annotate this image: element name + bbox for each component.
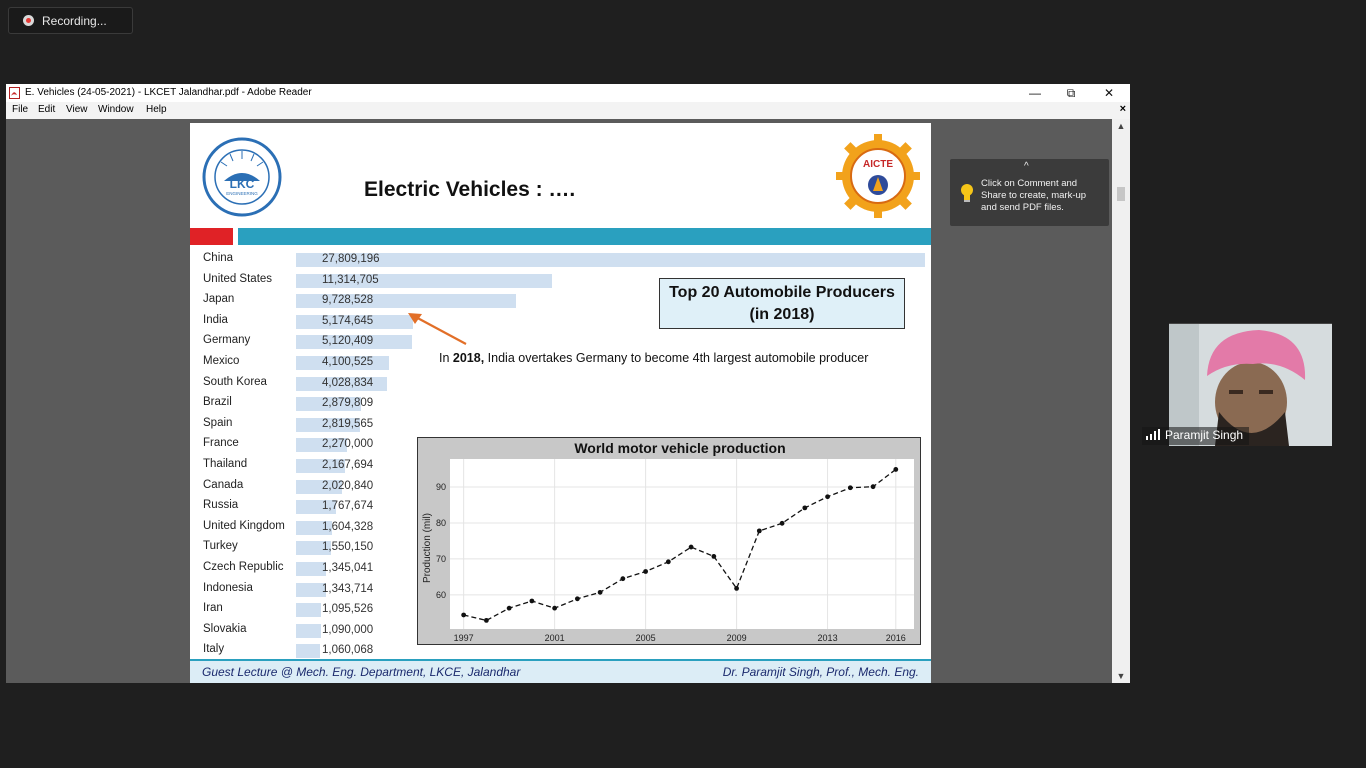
production-value: 27,809,196 bbox=[322, 253, 380, 265]
lkc-logo bbox=[202, 137, 282, 217]
country-label: Thailand bbox=[203, 458, 248, 470]
footer-left: Guest Lecture @ Mech. Eng. Department, LKCE, Jalandhar bbox=[202, 665, 521, 679]
country-label: Slovakia bbox=[203, 622, 247, 635]
data-point bbox=[620, 576, 625, 581]
country-label: Iran bbox=[203, 602, 223, 615]
country-label: Germany bbox=[203, 334, 251, 347]
scroll-down-icon[interactable]: ▼ bbox=[1116, 671, 1126, 681]
data-point bbox=[893, 467, 898, 472]
menu-window[interactable]: Window bbox=[98, 104, 134, 115]
country-label: Mexico bbox=[203, 355, 240, 367]
data-point bbox=[734, 586, 739, 591]
country-label: Italy bbox=[203, 643, 225, 656]
india-note bbox=[439, 351, 868, 365]
aicte-logo-text: AICTE bbox=[863, 159, 893, 170]
restore-button[interactable]: ⧉ bbox=[1066, 86, 1076, 100]
country-label: China bbox=[203, 252, 234, 264]
note-year: 2018, bbox=[452, 351, 485, 365]
data-point bbox=[484, 618, 489, 623]
production-value: 1,767,674 bbox=[322, 500, 374, 513]
top-box-line2: (in 2018) bbox=[749, 306, 815, 323]
menu-view[interactable]: View bbox=[66, 104, 88, 115]
producer-bar bbox=[296, 644, 320, 658]
note-pre: In bbox=[439, 351, 453, 365]
country-label: United Kingdom bbox=[203, 519, 285, 532]
pdf-icon bbox=[9, 87, 20, 99]
production-value: 5,120,409 bbox=[322, 335, 374, 348]
data-point bbox=[711, 554, 716, 559]
scroll-up-icon[interactable]: ▲ bbox=[1116, 121, 1126, 131]
close-button[interactable]: ✕ bbox=[1103, 86, 1115, 100]
country-label: Japan bbox=[203, 293, 235, 306]
data-point bbox=[507, 606, 512, 611]
production-value: 1,550,150 bbox=[322, 541, 374, 554]
pdf-page bbox=[190, 123, 931, 683]
minimize-button[interactable]: — bbox=[1029, 86, 1041, 100]
header-accent-red bbox=[190, 228, 233, 245]
header-accent-teal bbox=[238, 228, 931, 245]
production-value: 2,819,565 bbox=[322, 417, 374, 430]
data-point bbox=[461, 613, 466, 618]
production-value: 5,174,645 bbox=[322, 314, 374, 327]
window-title: E. Vehicles (24-05-2021) - LKCET Jalandhar.pdf - Adobe Reader bbox=[25, 87, 312, 98]
plot-area bbox=[450, 459, 914, 629]
country-label: Turkey bbox=[203, 540, 238, 553]
production-value: 2,879,809 bbox=[322, 397, 374, 410]
title-bar bbox=[6, 84, 1130, 102]
producer-bar bbox=[296, 603, 321, 617]
menu-bar bbox=[6, 102, 1130, 119]
note-post: India overtakes Germany to become 4th largest automobile producer bbox=[484, 351, 869, 365]
signal-icon bbox=[1146, 429, 1160, 440]
x-tick-label: 2013 bbox=[817, 633, 838, 643]
menu-help[interactable]: Help bbox=[146, 104, 167, 115]
country-label: Brazil bbox=[203, 396, 232, 409]
share-tooltip[interactable] bbox=[950, 159, 1109, 226]
country-label: France bbox=[203, 437, 239, 450]
production-value: 11,314,705 bbox=[322, 273, 379, 286]
data-point bbox=[529, 599, 534, 604]
production-value: 4,100,525 bbox=[322, 356, 374, 368]
production-value: 1,090,000 bbox=[322, 623, 374, 636]
country-label: Czech Republic bbox=[203, 561, 284, 573]
chart-title: World motor vehicle production bbox=[574, 440, 786, 456]
close-document-button[interactable]: × bbox=[1119, 103, 1126, 115]
production-value: 2,167,694 bbox=[322, 459, 374, 471]
footer-right: Dr. Paramjit Singh, Prof., Mech. Eng. bbox=[722, 665, 919, 679]
country-label: Spain bbox=[203, 416, 233, 429]
reader-window bbox=[6, 84, 1130, 683]
x-tick-label: 2016 bbox=[885, 633, 906, 643]
aicte-logo bbox=[835, 133, 921, 219]
x-tick-label: 2009 bbox=[726, 633, 747, 643]
menu-edit[interactable]: Edit bbox=[38, 104, 56, 115]
data-point bbox=[825, 494, 830, 499]
world-production-chart bbox=[417, 437, 921, 645]
y-tick-label: 90 bbox=[435, 482, 446, 493]
data-point bbox=[643, 569, 648, 574]
production-value: 2,270,000 bbox=[322, 438, 374, 451]
slide-footer bbox=[190, 659, 931, 683]
x-tick-label: 2001 bbox=[544, 633, 565, 643]
production-value: 1,345,041 bbox=[322, 562, 374, 574]
recording-label: Recording... bbox=[42, 13, 107, 28]
data-point bbox=[871, 484, 876, 489]
country-label: India bbox=[203, 313, 228, 326]
producer-bar bbox=[296, 253, 925, 267]
data-point bbox=[575, 596, 580, 601]
document-area[interactable] bbox=[6, 119, 1112, 683]
data-point bbox=[666, 559, 671, 564]
vertical-scrollbar[interactable] bbox=[1112, 119, 1130, 683]
chart-svg bbox=[418, 438, 920, 644]
data-point bbox=[802, 505, 807, 510]
country-label: Canada bbox=[203, 478, 244, 491]
collapse-icon[interactable]: ^ bbox=[1024, 161, 1029, 172]
producer-bar bbox=[296, 624, 321, 638]
y-tick-label: 70 bbox=[435, 553, 446, 564]
data-point bbox=[780, 521, 785, 526]
production-value: 1,343,714 bbox=[322, 582, 374, 595]
data-point bbox=[757, 528, 762, 533]
production-value: 2,020,840 bbox=[322, 479, 374, 492]
country-label: Russia bbox=[203, 499, 239, 512]
top-box-line1: Top 20 Automobile Producers bbox=[669, 284, 895, 301]
data-point bbox=[689, 545, 694, 550]
production-value: 1,060,068 bbox=[322, 644, 374, 657]
top-producers-box bbox=[659, 278, 905, 329]
menu-file[interactable]: File bbox=[12, 104, 29, 115]
data-point bbox=[552, 606, 557, 611]
production-value: 1,604,328 bbox=[322, 520, 374, 533]
tooltip-text: Click on Comment and Share to create, mark-up and send PDF files. bbox=[981, 178, 1087, 213]
production-value: 9,728,528 bbox=[322, 294, 374, 307]
lightbulb-icon bbox=[960, 183, 974, 203]
data-point bbox=[848, 485, 853, 490]
recording-indicator[interactable] bbox=[8, 7, 133, 34]
y-tick-label: 60 bbox=[435, 589, 446, 600]
orange-arrow bbox=[406, 309, 472, 349]
country-label: South Korea bbox=[203, 375, 267, 388]
y-tick-label: 80 bbox=[435, 517, 446, 528]
scroll-thumb[interactable] bbox=[1117, 187, 1125, 201]
record-icon bbox=[23, 15, 34, 26]
production-value: 1,095,526 bbox=[322, 603, 374, 616]
x-tick-label: 2005 bbox=[635, 633, 656, 643]
slide-title: Electric Vehicles : …. bbox=[364, 178, 576, 201]
participant-name-tag bbox=[1142, 427, 1249, 445]
country-label: Indonesia bbox=[203, 581, 253, 594]
participant-name: Paramjit Singh bbox=[1165, 428, 1244, 442]
country-label: United States bbox=[203, 272, 273, 285]
production-value: 4,028,834 bbox=[322, 376, 374, 389]
y-axis-label: Production (mil) bbox=[422, 512, 433, 584]
lkc-logo-sub: ENGINEERING bbox=[226, 191, 258, 196]
x-tick-label: 1997 bbox=[453, 633, 474, 643]
data-point bbox=[598, 590, 603, 595]
lkc-logo-text: LKC bbox=[229, 177, 255, 191]
